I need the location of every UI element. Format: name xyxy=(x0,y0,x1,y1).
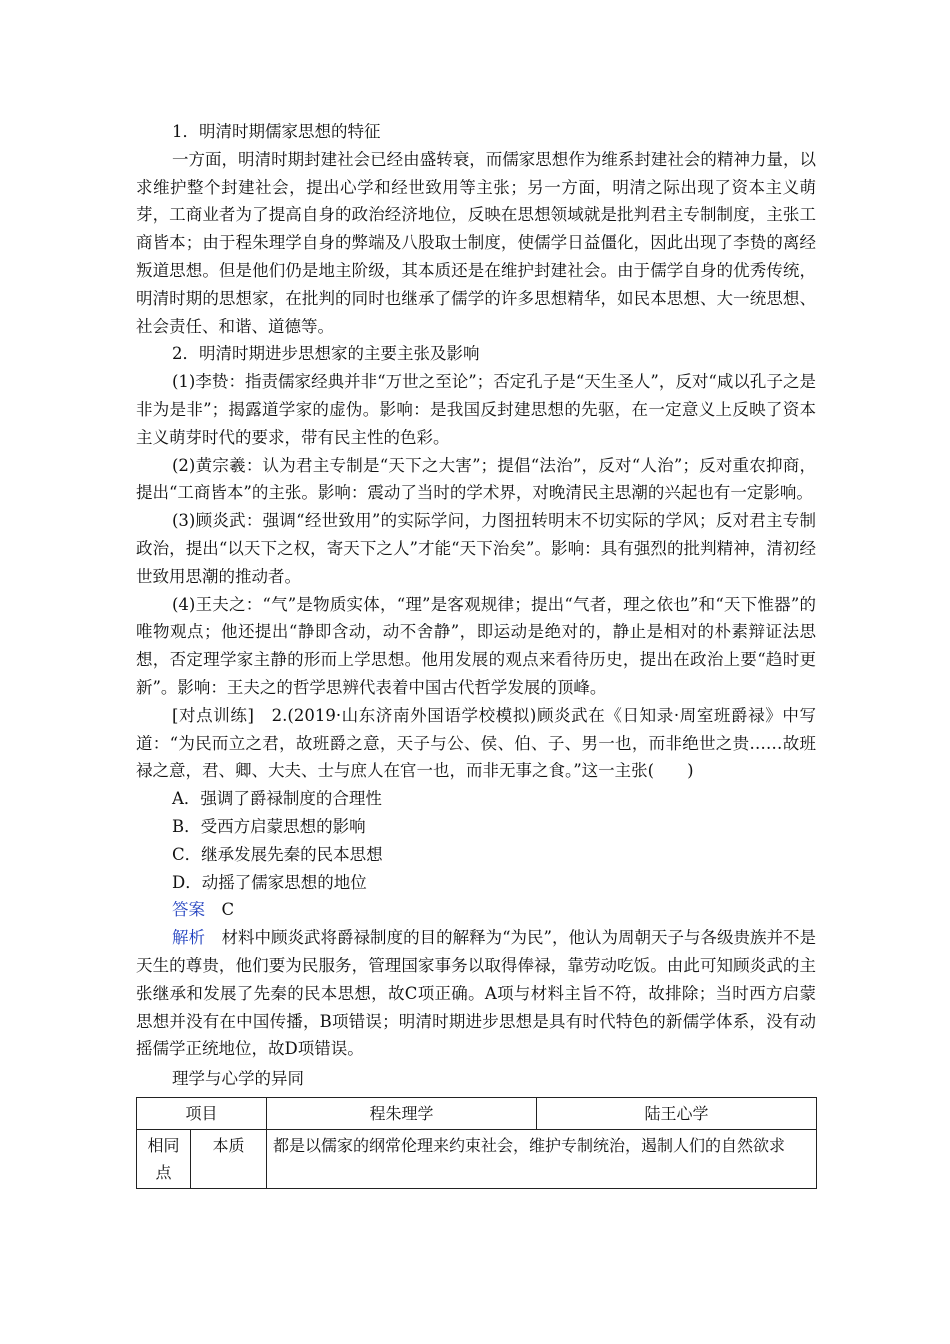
comparison-table xyxy=(136,1097,817,1189)
row-label: 本质 xyxy=(191,1129,267,1188)
table-header-row xyxy=(137,1097,817,1129)
section1-title: 1．明清时期儒家思想的特征 xyxy=(172,122,381,141)
section1-body: 一方面，明清时期封建社会已经由盛转衰，而儒家思想作为维系封建社会的精神力量，以求维护整个封建社会，提出心学和经世致用等主张；另一方面，明清之际出现了资本主义萌芽，工商业者为了提高自身的政治经济地位，反映在思想领域就是批判君主专制制度，主张工商皆本；由于程朱理学自身的弊端及八股取士制度，使儒学日益僵化，因此出现了李贽的离经叛道思想。但是他们仍是地主阶级，其本质还是在维护封建社会。由于儒学自身的优秀传统，明清时期的思想家，在批判的同时也继承了儒学的许多思想精华，如民本思想、大一统思想、社会责任、和谐、道德等。 xyxy=(136,149,816,336)
answer-value: C xyxy=(221,900,235,920)
exercise-stem: [对点训练] 2.(2019·山东济南外国语学校模拟)顾炎武在《日知录·周室班爵禄》中写道：“为民而立之君，故班爵之意，天子与公、侯、伯、子、男一也，而非绝世之贵……故班禄之意，君、卿、大夫、士与庶人在官一也，而非无事之食。”这一主张( ) xyxy=(136,705,816,781)
table-row xyxy=(137,1129,817,1188)
answer-line xyxy=(136,896,816,924)
analysis-label: 解析 xyxy=(172,928,206,948)
analysis-paragraph xyxy=(136,924,816,1063)
table-caption: 理学与心学的异同 xyxy=(172,1069,304,1089)
thinker-wang-fuzhi: (4)王夫之：“气”是物质实体，“理”是客观规律；提出“气者，理之依也”和“天下惟器”的唯物观点；他还提出“静即含动，动不舍静”，即运动是绝对的，静止是相对的朴素辩证法思想，否定理学家主静的形而上学思想。他用发展的观点来看待历史，提出在政治上要“趋时更新”。影响：王夫之的哲学思辨代表着中国古代哲学发展的顶峰。 xyxy=(136,594,816,697)
option-a: A．强调了爵禄制度的合理性 xyxy=(172,789,382,809)
option-c: C．继承发展先秦的民本思想 xyxy=(172,844,383,864)
analysis-text: 材料中顾炎武将爵禄制度的目的解释为“为民”，他认为周朝天子与各级贵族并不是天生的尊贵，他们要为民服务，管理国家事务以取得俸禄，靠劳动吃饭。由此可知顾炎武的主张继承和发展了先秦的民本思想，故C项正确。A项与材料主旨不符，故排除；当时西方启蒙思想并没有在中国传播，B项错误；明清时期进步思想是具有时代特色的新儒学体系，没有动摇儒学正统地位，故D项错误。 xyxy=(136,928,817,1059)
document-page xyxy=(136,118,816,1189)
section2-title: 2．明清时期进步思想家的主要主张及影响 xyxy=(172,344,480,364)
header-item: 项目 xyxy=(137,1097,267,1129)
thinker-huang-zongxi: (2)黄宗羲：认为君主专制是“天下之大害”；提倡“法治”，反对“人治”；反对重农抑商，提出“工商皆本”的主张。影响：震动了当时的学术界，对晚清民主思潮的兴起也有一定影响。 xyxy=(136,455,816,503)
thinker-li-zhi: (1)李贽：指责儒家经典并非“万世之至论”；否定孔子是“天生圣人”，反对“咸以孔子之是非为是非”；揭露道学家的虚伪。影响：是我国反封建思想的先驱，在一定意义上反映了资本主义萌芽时代的要求，带有民主性的色彩。 xyxy=(136,372,816,447)
header-lu-wang: 陆王心学 xyxy=(537,1097,817,1129)
header-cheng-zhu: 程朱理学 xyxy=(267,1097,537,1129)
row-value: 都是以儒家的纲常伦理来约束社会，维护专制统治，遏制人们的自然欲求 xyxy=(267,1129,817,1188)
row-group-label: 相同点 xyxy=(137,1129,191,1188)
option-b: B．受西方启蒙思想的影响 xyxy=(172,816,366,836)
thinker-gu-yanwu: (3)顾炎武：强调“经世致用”的实际学问，力图扭转明末不切实际的学风；反对君主专制政治，提出“以天下之权，寄天下之人”才能“天下治矣”。影响：具有强烈的批判精神，清初经世致用思潮的推动者。 xyxy=(136,511,816,586)
answer-label: 答案 xyxy=(172,900,205,920)
option-d: D．动摇了儒家思想的地位 xyxy=(172,872,367,892)
